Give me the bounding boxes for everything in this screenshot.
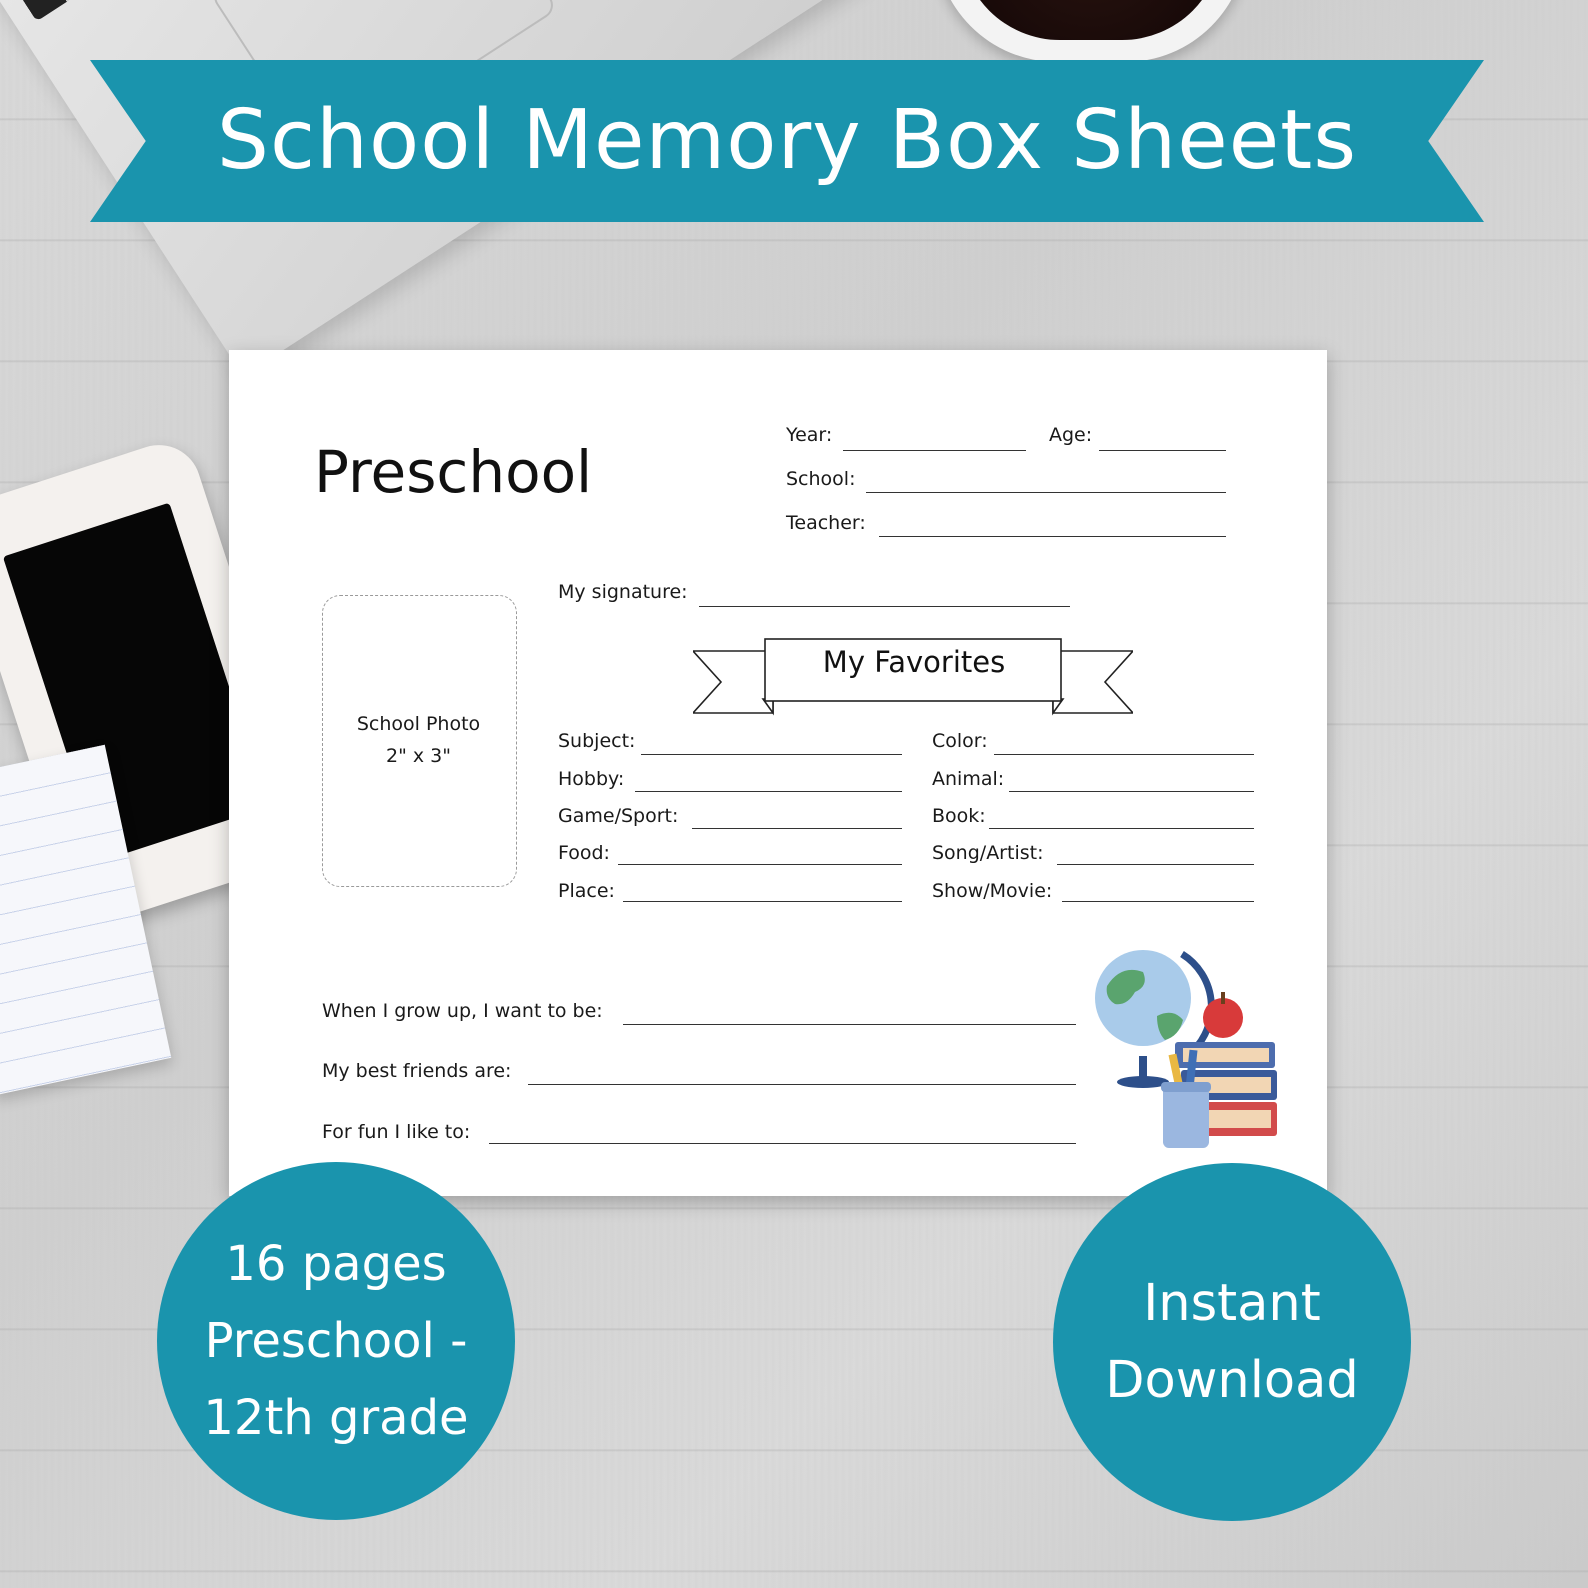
download-badge xyxy=(1053,1163,1411,1521)
favorites-title: My Favorites xyxy=(822,645,1006,679)
pages-badge-line1: 16 pages xyxy=(225,1235,447,1292)
fun-label: For fun I like to: xyxy=(322,1121,471,1143)
best-friends-label: My best friends are: xyxy=(322,1060,512,1082)
download-badge-line1: Instant xyxy=(1143,1274,1321,1333)
year-label: Year: xyxy=(786,424,833,446)
favorite-food-label: Food: xyxy=(558,842,610,864)
school-line xyxy=(866,492,1226,493)
year-line xyxy=(843,450,1026,451)
banner-title: School Memory Box Sheets xyxy=(216,93,1358,188)
age-label: Age: xyxy=(1049,424,1093,446)
favorite-book-line xyxy=(989,828,1254,829)
favorite-hobby-line xyxy=(635,791,902,792)
signature-label: My signature: xyxy=(558,581,688,603)
best-friends-line xyxy=(528,1084,1076,1085)
favorite-game-label: Game/Sport: xyxy=(558,805,679,827)
sheet-title: Preschool xyxy=(314,438,593,506)
fun-line xyxy=(489,1143,1076,1144)
favorite-color-line xyxy=(994,754,1254,755)
favorite-animal-line xyxy=(1009,791,1254,792)
favorite-book-label: Book: xyxy=(932,805,986,827)
favorite-song-label: Song/Artist: xyxy=(932,842,1044,864)
pages-badge-line3: 12th grade xyxy=(203,1389,469,1446)
favorite-show-label: Show/Movie: xyxy=(932,880,1053,902)
age-line xyxy=(1099,450,1226,451)
favorite-show-line xyxy=(1062,901,1254,902)
favorite-food-line xyxy=(618,864,902,865)
pages-badge-line2: Preschool - xyxy=(204,1312,468,1369)
favorite-subject-line xyxy=(641,754,902,755)
grow-up-line xyxy=(623,1024,1076,1025)
photo-label-line1: School Photo xyxy=(356,713,481,735)
favorite-animal-label: Animal: xyxy=(932,768,1005,790)
school-label: School: xyxy=(786,468,856,490)
school-supplies-clipart-icon xyxy=(1087,946,1287,1156)
grow-up-label: When I grow up, I want to be: xyxy=(322,1000,603,1022)
school-photo-label xyxy=(322,708,515,772)
favorite-song-line xyxy=(1057,864,1254,865)
pages-badge xyxy=(157,1162,515,1520)
memory-sheet xyxy=(229,350,1327,1196)
teacher-line xyxy=(879,536,1226,537)
favorite-hobby-label: Hobby: xyxy=(558,768,625,790)
favorite-color-label: Color: xyxy=(932,730,988,752)
favorite-place-label: Place: xyxy=(558,880,615,902)
favorite-subject-label: Subject: xyxy=(558,730,636,752)
favorite-game-line xyxy=(692,828,902,829)
photo-label-line2: 2" x 3" xyxy=(386,745,451,767)
download-badge-line2: Download xyxy=(1105,1351,1359,1410)
teacher-label: Teacher: xyxy=(786,512,866,534)
signature-line xyxy=(699,606,1070,607)
favorite-place-line xyxy=(623,901,902,902)
